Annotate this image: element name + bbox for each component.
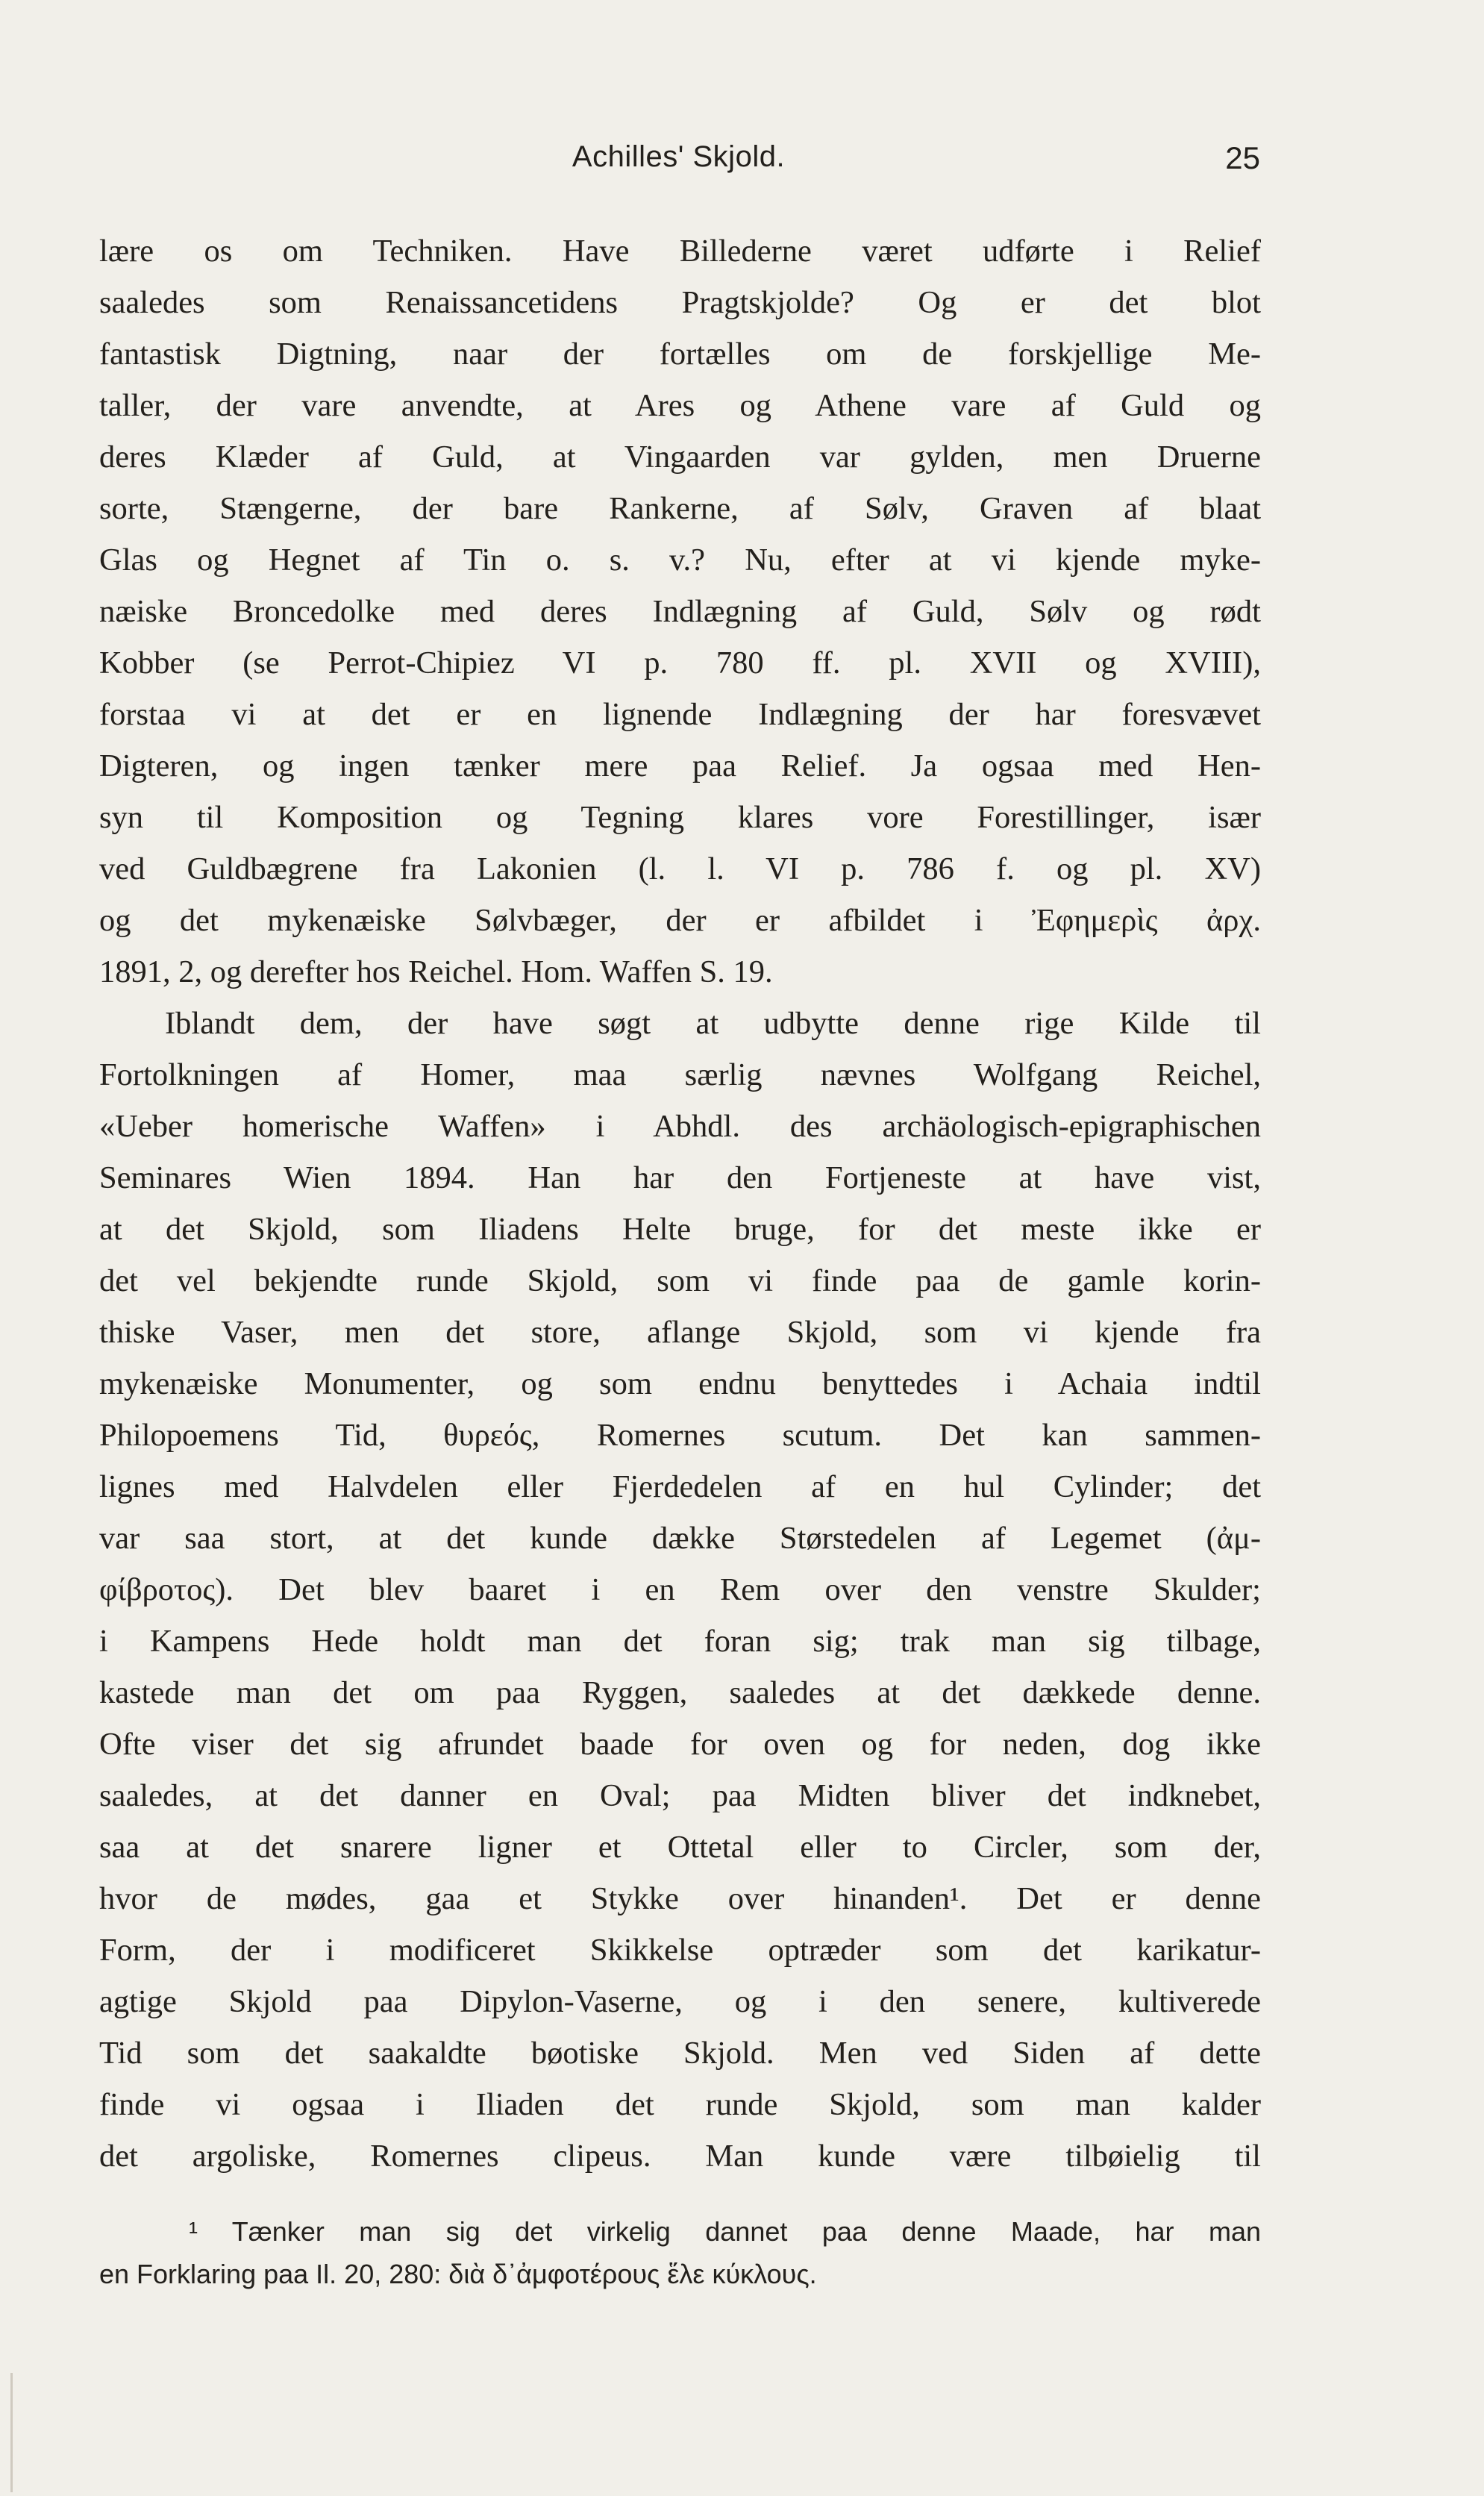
text-line: det vel bekjendte runde Skjold, som vi finde paa de gamle korin-	[99, 1263, 1261, 1298]
text-line: taller, der vare anvendte, at Ares og Athene vare af Guld og	[99, 388, 1261, 423]
text-line: i Kampens Hede holdt man det foran sig; trak man sig tilbage,	[99, 1624, 1261, 1659]
text-line: Seminares Wien 1894. Han har den Fortjeneste at have vist,	[99, 1160, 1261, 1195]
text-line: saaledes som Renaissancetidens Pragtskjolde? Og er det blot	[99, 285, 1261, 320]
text-line: fantastisk Digtning, naar der fortælles om de forskjellige Me-	[99, 337, 1261, 372]
text-line: kastede man det om paa Ryggen, saaledes at det dækkede denne.	[99, 1675, 1261, 1710]
text-line: lære os om Techniken. Have Billederne været udførte i Relief	[99, 234, 1261, 269]
footnotes	[99, 2210, 1261, 2295]
body-text	[99, 225, 1261, 2182]
text-line: var saa stort, at det kunde dække Størstedelen af Legemet (ἀμ-	[99, 1521, 1261, 1556]
text-line: forstaa vi at det er en lignende Indlægning der har foresvævet	[99, 697, 1261, 732]
page-number: 25	[1225, 140, 1260, 175]
text-line: Fortolkningen af Homer, maa særlig nævnes Wolfgang Reichel,	[99, 1057, 1261, 1092]
page-edge-shadow	[10, 2373, 13, 2492]
paragraph-start-line: Iblandt dem, der have søgt at udbytte denne rige Kilde til	[165, 1006, 1261, 1041]
text-line: φίβροτος). Det blev baaret i en Rem over den venstre Skulder;	[99, 1572, 1261, 1607]
text-line: saaledes, at det danner en Oval; paa Midten bliver det indknebet,	[99, 1778, 1261, 1813]
text-line: Ofte viser det sig afrundet baade for oven og for neden, dog ikke	[99, 1727, 1261, 1762]
running-title: Achilles' Skjold.	[572, 140, 786, 173]
text-line: Philopoemens Tid, θυρεός, Romernes scutum. Det kan sammen-	[99, 1418, 1261, 1453]
text-line: det argoliske, Romernes clipeus. Man kunde være tilbøielig til	[99, 2139, 1261, 2174]
text-line: Glas og Hegnet af Tin o. s. v.? Nu, efter at vi kjende myke-	[99, 542, 1261, 578]
text-line: syn til Komposition og Tegning klares vore Forestillinger, især	[99, 800, 1261, 835]
text-line: 1891, 2, og derefter hos Reichel. Hom. Waffen S. 19.	[99, 954, 773, 989]
text-line: Tid som det saakaldte bøotiske Skjold. Men ved Siden af dette	[99, 2036, 1261, 2071]
text-line: saa at det snarere ligner et Ottetal eller to Circler, som der,	[99, 1830, 1261, 1865]
page-header	[97, 140, 1260, 185]
text-line: mykenæiske Monumenter, og som endnu benyttedes i Achaia indtil	[99, 1366, 1261, 1401]
text-line: «Ueber homerische Waffen» i Abhdl. des archäologisch-epigraphischen	[99, 1109, 1261, 1144]
text-line: finde vi ogsaa i Iliaden det runde Skjold, som man kalder	[99, 2087, 1261, 2122]
text-line: thiske Vaser, men det store, aflange Skjold, som vi kjende fra	[99, 1315, 1261, 1350]
text-line: Form, der i modificeret Skikkelse optræder som det karikatur-	[99, 1933, 1261, 1968]
text-line: Kobber (se Perrot-Chipiez VI p. 780 ff. pl. XVII og XVIII),	[99, 645, 1261, 681]
text-line: næiske Broncedolke med deres Indlægning af Guld, Sølv og rødt	[99, 594, 1261, 629]
text-line: lignes med Halvdelen eller Fjerdedelen af en hul Cylinder; det	[99, 1469, 1261, 1504]
text-line: deres Klæder af Guld, at Vingaarden var gylden, men Druerne	[99, 440, 1261, 475]
footnote-line: en Forklaring paa Il. 20, 280: διὰ δ᾽ἀμφοτέρους ἕλε κύκλους.	[99, 2259, 817, 2289]
text-line: og det mykenæiske Sølvbæger, der er afbildet i Ἐφημερὶς ἀρχ.	[99, 903, 1261, 938]
text-line: at det Skjold, som Iliadens Helte bruge, for det meste ikke er	[99, 1212, 1261, 1247]
text-line: sorte, Stængerne, der bare Rankerne, af Sølv, Graven af blaat	[99, 491, 1261, 526]
text-line: ved Guldbægrene fra Lakonien (l. l. VI p. 786 f. og pl. XV)	[99, 851, 1261, 886]
text-line: agtige Skjold paa Dipylon-Vaserne, og i den senere, kultiverede	[99, 1984, 1261, 2019]
text-line: Digteren, og ingen tænker mere paa Relief. Ja ogsaa med Hen-	[99, 748, 1261, 783]
text-line: hvor de mødes, gaa et Stykke over hinanden¹. Det er denne	[99, 1881, 1261, 1916]
footnote-line: ¹ Tænker man sig det virkelig dannet paa denne Maade, har man	[189, 2216, 1261, 2247]
